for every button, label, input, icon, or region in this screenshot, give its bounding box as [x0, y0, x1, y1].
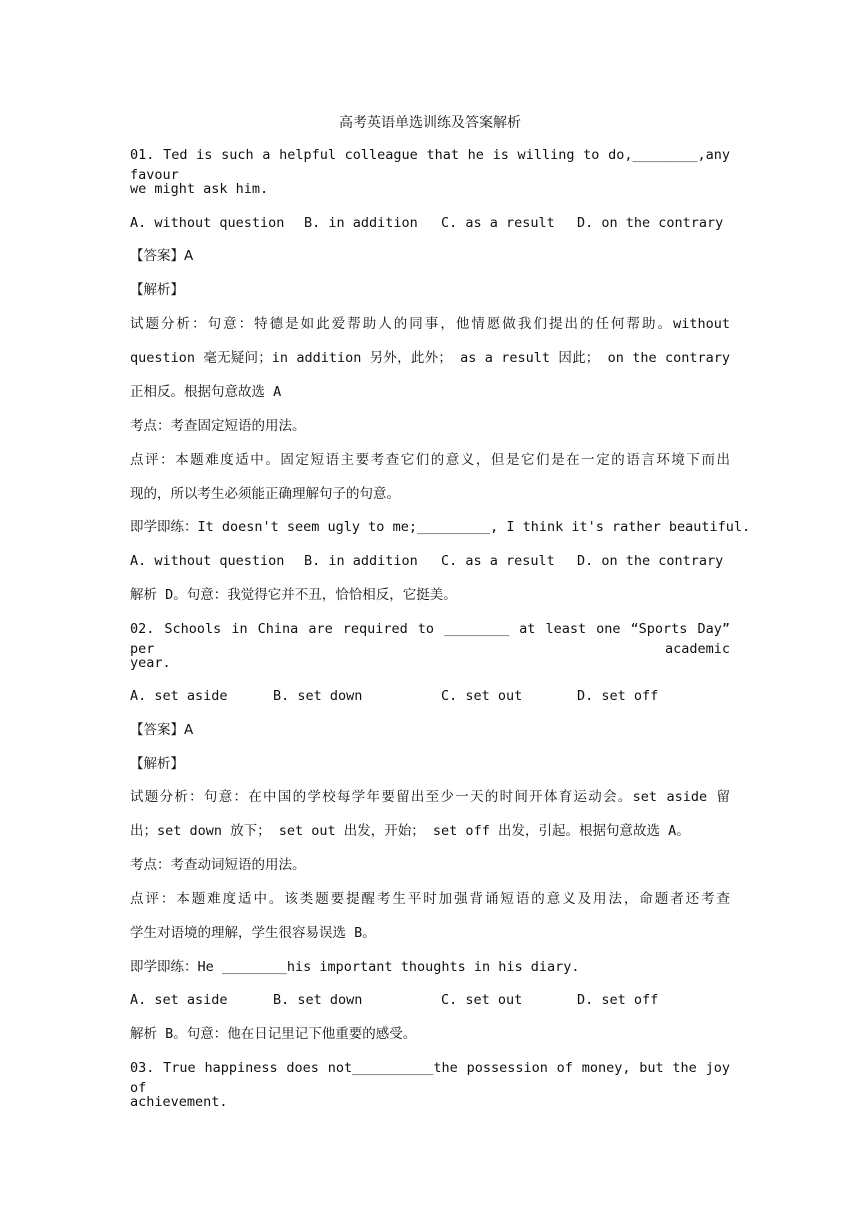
q3-stem-line2: achievement.: [130, 1094, 228, 1110]
q1-comment-line1: 点评：本题难度适中。固定短语主要考查它们的意义，但是它们是在一定的语言环境下而出: [130, 452, 730, 468]
q1-option-a: A. without question: [130, 215, 285, 231]
q2-practice-option-d: D. set off: [577, 992, 659, 1008]
q1-point: 考点：考查固定短语的用法。: [130, 418, 306, 434]
q2-analysis-label: 【解析】: [130, 756, 184, 772]
q2-practice-option-b: B. set down: [273, 992, 363, 1008]
q1-practice-option-b: B. in addition: [304, 553, 418, 569]
q2-stem-line1: 02. Schools in China are required to ________ at least one “Sports Day” per academic: [130, 621, 730, 657]
q1-analysis-line1: 试题分析：句意：特德是如此爱帮助人的同事，他情愿做我们提出的任何帮助。without: [130, 316, 730, 332]
q2-option-b: B. set down: [273, 688, 363, 704]
q1-option-b: B. in addition: [304, 215, 418, 231]
q1-practice-option-a: A. without question: [130, 553, 285, 569]
q3-stem-line1: 03. True happiness does not__________the possession of money, but the joy of: [130, 1060, 730, 1096]
q1-analysis-label: 【解析】: [130, 282, 184, 298]
q2-practice-answer: 解析 B。句意：他在日记里记下他重要的感受。: [130, 1026, 417, 1042]
q2-comment-line2: 学生对语境的理解，学生很容易误选 B。: [130, 925, 376, 941]
q2-practice-option-a: A. set aside: [130, 992, 228, 1008]
q1-practice-option-c: C. as a result: [441, 553, 555, 569]
q1-stem-line2: we might ask him.: [130, 181, 269, 197]
document-title: 高考英语单选训练及答案解析: [339, 115, 521, 131]
q2-comment-line1: 点评：本题难度适中。该类题要提醒考生平时加强背诵短语的意义及用法，命题者还考查: [130, 891, 730, 907]
q2-stem-line2: year.: [130, 655, 171, 671]
q1-analysis-line3: 正相反。根据句意故选 A: [130, 384, 282, 400]
q2-option-d: D. set off: [577, 688, 659, 704]
q1-options: [130, 213, 730, 233]
q2-practice-option-c: C. set out: [441, 992, 523, 1008]
q2-analysis-line1: 试题分析：句意：在中国的学校每学年要留出至少一天的时间开体育运动会。set aside 留: [130, 789, 730, 805]
q1-practice-answer: 解析 D。句意：我觉得它并不丑，恰恰相反，它挺美。: [130, 587, 457, 603]
q2-option-a: A. set aside: [130, 688, 228, 704]
q1-stem-line1: 01. Ted is such a helpful colleague that he is willing to do,________,any favour: [130, 147, 730, 183]
q1-comment-line2: 现的，所以考生必须能正确理解句子的句意。: [130, 486, 400, 502]
q1-practice-option-d: D. on the contrary: [577, 553, 724, 569]
q2-point: 考点：考查动词短语的用法。: [130, 857, 306, 873]
q2-practice-options: [130, 990, 730, 1010]
q2-analysis-line2: 出；set down 放下； set out 出发，开始； set off 出发，引起。根据句意故选 A。: [130, 823, 690, 839]
q1-option-d: D. on the contrary: [577, 215, 724, 231]
q1-option-c: C. as a result: [441, 215, 555, 231]
q1-practice: 即学即练：It doesn't seem ugly to me;_________, I think it's rather beautiful.: [130, 519, 751, 535]
q2-answer: 【答案】A: [130, 722, 194, 738]
q2-option-c: C. set out: [441, 688, 523, 704]
q1-analysis-line2: question 毫无疑问；in addition 另外，此外； as a result 因此； on the contrary: [130, 350, 730, 366]
q2-practice: 即学即练：He ________his important thoughts in his diary.: [130, 959, 580, 975]
q1-practice-options: [130, 551, 730, 571]
q2-options: [130, 686, 730, 706]
q1-answer: 【答案】A: [130, 248, 194, 264]
